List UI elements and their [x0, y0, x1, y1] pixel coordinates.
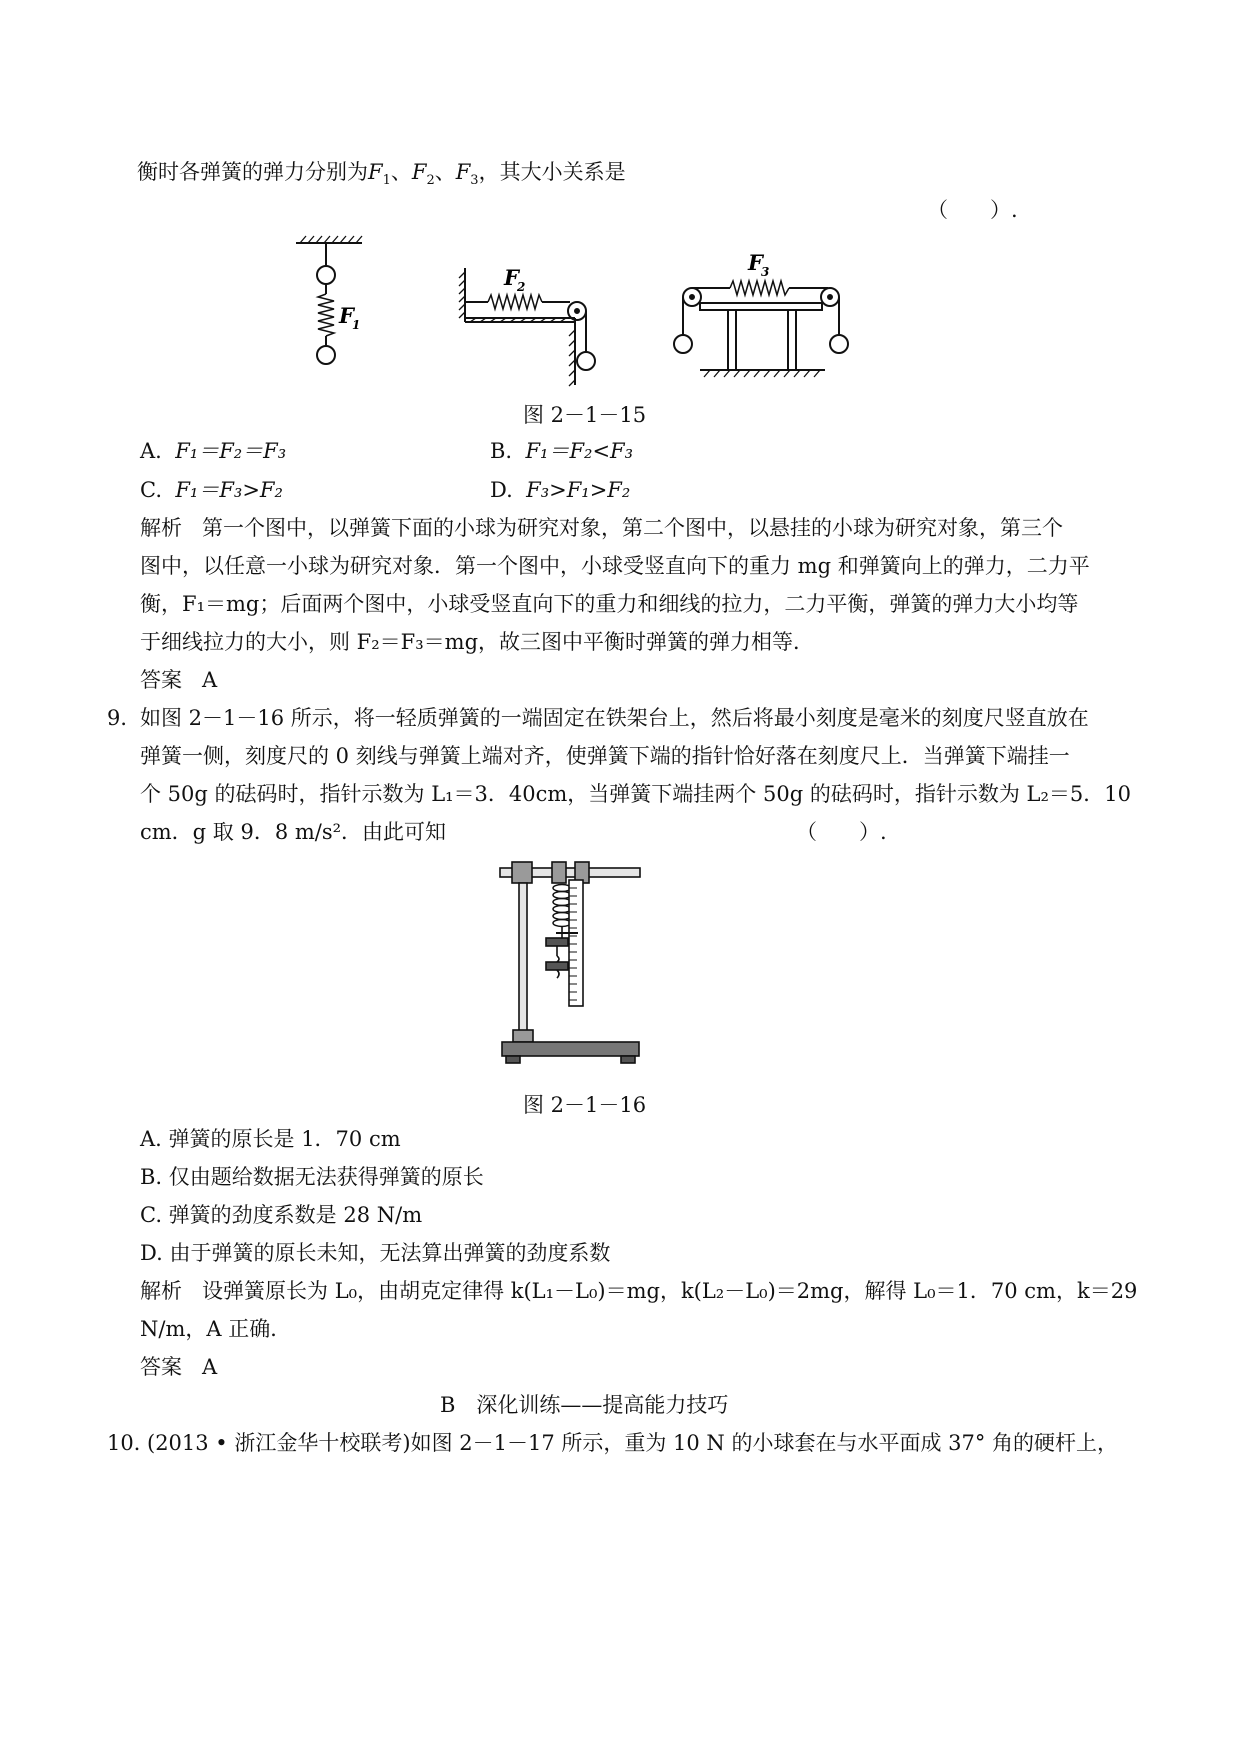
fig1-label-sub: 1	[352, 318, 361, 332]
fig3-label-F: F	[748, 250, 763, 275]
q9-stem-line-3: 个 50g 的砝码时，指针示数为 L₁＝3．40cm，当弹簧下端挂两个 50g 的砝码时，指针示数为 L₂＝5．10	[140, 782, 1131, 806]
fig1-label-F: F	[339, 303, 354, 328]
fig2-label-sub: 2	[517, 280, 526, 294]
q8-answer: 答案 A	[140, 668, 218, 692]
q8-answer-bracket: （ ）.	[927, 198, 1018, 222]
q8-stem-tail: 衡时各弹簧的弹力分别为$F_1$、$F_2$、$F_3$，其大小关系是	[137, 160, 626, 188]
q8-analysis-line-2: 图中，以任意一小球为研究对象．第一个图中，小球受竖直向下的重力 mg 和弹簧向上的弹力，二力平	[140, 554, 1090, 578]
q8-option-a: A. F₁＝F₂＝F₃	[140, 439, 287, 463]
q9-stem-line-1: 如图 2－1－16 所示，将一轻质弹簧的一端固定在铁架台上，然后将最小刻度是毫米的刻度尺竖直放在	[140, 706, 1089, 730]
section-b-title: B 深化训练——提高能力技巧	[440, 1393, 729, 1417]
q9-stem-line-2: 弹簧一侧，刻度尺的 0 刻线与弹簧上端对齐，使弹簧下端的指针恰好落在刻度尺上．当弹簧下端挂一	[140, 744, 1070, 768]
q9-option-d: D. 由于弹簧的原长未知，无法算出弹簧的劲度系数	[140, 1241, 611, 1265]
q10-stem: (2013 • 浙江金华十校联考)如图 2－1－17 所示，重为 10 N 的小球套在与水平面成 37° 角的硬杆上，	[147, 1431, 1119, 1455]
q9-option-c: C. 弹簧的劲度系数是 28 N/m	[140, 1203, 423, 1227]
q8-analysis-line-3: 衡，F₁＝mg；后面两个图中，小球受竖直向下的重力和细线的拉力，二力平衡，弹簧的弹力大小均等	[140, 592, 1079, 616]
q8-option-c: C. F₁＝F₃>F₂	[140, 478, 283, 502]
q8-option-d: D. F₃>F₁>F₂	[490, 478, 631, 502]
q8-analysis-line-1: 解析 第一个图中，以弹簧下面的小球为研究对象，第二个图中，以悬挂的小球为研究对象，第三个	[140, 516, 1064, 540]
figure-2-1-16-caption: 图 2－1－16	[523, 1093, 647, 1117]
q9-option-a: A. 弹簧的原长是 1．70 cm	[140, 1127, 401, 1151]
q9-stem-line-4: cm．g 取 9．8 m/s²．由此可知	[140, 820, 447, 844]
q9-analysis-line-1: 解析 设弹簧原长为 L₀，由胡克定律得 k(L₁－L₀)＝mg，k(L₂－L₀)＝2mg，解得 L₀＝1．70 cm，k＝29	[140, 1279, 1138, 1303]
q9-answer-bracket: （ ）.	[796, 820, 887, 844]
fig2-label-F: F	[504, 265, 519, 290]
q9-answer: 答案 A	[140, 1355, 218, 1379]
q8-analysis-line-4: 于细线拉力的大小，则 F₂＝F₃＝mg，故三图中平衡时弹簧的弹力相等．	[140, 630, 815, 654]
fig3-label-sub: 3	[761, 265, 770, 279]
q10-number: 10．	[107, 1431, 155, 1455]
q9-number: 9．	[107, 706, 142, 730]
q9-option-b: B. 仅由题给数据无法获得弹簧的原长	[140, 1165, 484, 1189]
q9-analysis-line-2: N/m，A 正确．	[140, 1317, 292, 1341]
figure-2-1-15-caption: 图 2－1－15	[523, 403, 647, 427]
q8-option-b: B. F₁＝F₂<F₃	[490, 439, 634, 463]
